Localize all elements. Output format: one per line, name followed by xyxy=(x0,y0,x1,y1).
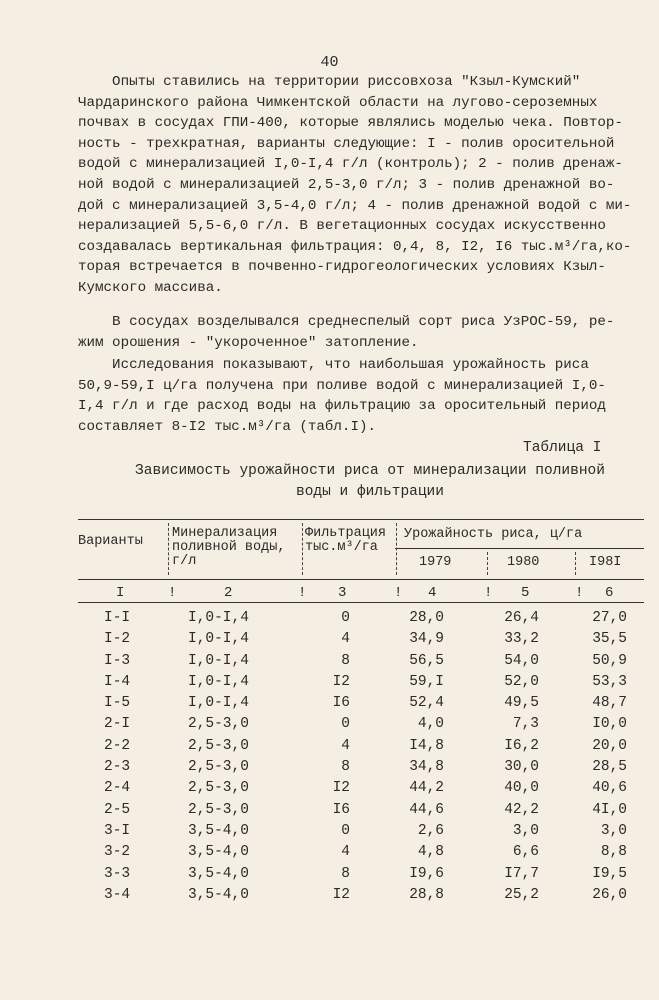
paragraph-rice-variety xyxy=(78,312,623,353)
cell-mineralization: 2,5-3,0 xyxy=(188,759,249,776)
cell-yield-1981: I9,5 xyxy=(592,865,627,882)
cell-variant: 2-I xyxy=(104,716,131,733)
cell-yield-1979: 4,0 xyxy=(417,716,444,733)
cell-variant: 3-4 xyxy=(104,886,131,903)
column-number-separator: ! xyxy=(168,585,177,601)
header-variants: Варианты xyxy=(78,534,143,549)
column-number: 2 xyxy=(224,585,233,601)
cell-yield-1980: 7,3 xyxy=(512,716,539,733)
table-row xyxy=(0,631,659,652)
cell-yield-1980: 42,2 xyxy=(504,801,539,818)
cell-filtration: 0 xyxy=(341,822,350,839)
cell-variant: 3-3 xyxy=(104,865,131,882)
cell-yield-1981: 20,0 xyxy=(592,737,627,754)
cell-yield-1979: 2,6 xyxy=(417,822,444,839)
column-separator xyxy=(168,523,169,575)
cell-yield-1979: I9,6 xyxy=(409,865,444,882)
table-rule-numbers-bottom xyxy=(78,602,644,603)
text-line: I,4 г/л и где расход воды на фильтрацию за оросительный период xyxy=(78,398,606,415)
cell-yield-1980: 52,0 xyxy=(504,673,539,690)
cell-yield-1979: 52,4 xyxy=(409,695,444,712)
table-row xyxy=(0,653,659,674)
table-row xyxy=(0,674,659,695)
text-line: Опыты ставились на территории риссовхоза "Кзыл-Кумский" xyxy=(78,74,581,90)
cell-variant: 3-2 xyxy=(104,844,131,861)
cell-mineralization: I,0-I,4 xyxy=(188,695,249,712)
cell-mineralization: 2,5-3,0 xyxy=(188,780,249,797)
cell-variant: 2-2 xyxy=(104,737,131,754)
cell-yield-1980: 6,6 xyxy=(512,844,539,861)
cell-yield-1980: I6,2 xyxy=(504,737,539,754)
cell-mineralization: 3,5-4,0 xyxy=(188,844,249,861)
table-row xyxy=(0,716,659,737)
cell-yield-1981: 8,8 xyxy=(600,844,627,861)
table-caption-line: Зависимость урожайности риса от минерализации поливной xyxy=(135,463,605,479)
cell-yield-1979: 4,8 xyxy=(417,844,444,861)
text-line: 50,9-59,I ц/га получена при поливе водой с минерализацией I,0- xyxy=(78,377,606,394)
cell-yield-1981: 3,0 xyxy=(600,822,627,839)
cell-filtration: I6 xyxy=(332,801,350,818)
cell-variant: 2-5 xyxy=(104,801,131,818)
cell-yield-1981: 4I,0 xyxy=(592,801,627,818)
cell-yield-1981: 35,5 xyxy=(592,631,627,648)
cell-yield-1981: 48,7 xyxy=(592,695,627,712)
table-row xyxy=(0,759,659,780)
cell-variant: 3-I xyxy=(104,822,131,839)
cell-filtration: I2 xyxy=(332,780,350,797)
table-caption-line: воды и фильтрации xyxy=(296,484,444,500)
cell-yield-1981: 26,0 xyxy=(592,886,627,903)
cell-yield-1979: 56,5 xyxy=(409,652,444,669)
text-line: составляет 8-I2 тыс.м³/га (табл.I). xyxy=(78,418,376,435)
cell-yield-1981: 28,5 xyxy=(592,759,627,776)
cell-yield-1980: 25,2 xyxy=(504,886,539,903)
text-line: ной водой с минерализацией 2,5-3,0 г/л; 3 - полив дренажной во- xyxy=(78,176,615,193)
column-number-separator: ! xyxy=(575,585,584,601)
text-line: В сосудах возделывался среднеспелый сорт риса УзРОС-59, ре- xyxy=(78,314,615,330)
column-number-separator: ! xyxy=(394,585,403,601)
cell-variant: I-2 xyxy=(104,631,131,648)
cell-filtration: 0 xyxy=(341,716,350,733)
cell-yield-1980: 33,2 xyxy=(504,631,539,648)
column-separator xyxy=(302,523,303,575)
header-year-1979: 1979 xyxy=(419,555,452,570)
cell-yield-1979: I4,8 xyxy=(409,737,444,754)
cell-yield-1980: 49,5 xyxy=(504,695,539,712)
cell-filtration: 0 xyxy=(341,610,350,626)
text-line: дой с минерализацией 3,5-4,0 г/л; 4 - полив дренажной водой с ми- xyxy=(78,197,632,214)
cell-yield-1981: 53,3 xyxy=(592,673,627,690)
header-mineralization: Минерализация поливной воды, г/л xyxy=(172,526,286,569)
cell-yield-1981: I0,0 xyxy=(592,716,627,733)
table-row xyxy=(0,802,659,823)
table-rule-top xyxy=(78,519,644,520)
cell-filtration: 4 xyxy=(341,737,350,754)
cell-filtration: 8 xyxy=(341,652,350,669)
cell-mineralization: I,0-I,4 xyxy=(188,673,249,690)
cell-filtration: I2 xyxy=(332,673,350,690)
text-line: жим орошения - "укороченное" затопление. xyxy=(78,334,419,351)
text-line: нерализацией 5,5-6,0 г/л. В вегетационных сосудах искусственно xyxy=(78,218,606,235)
cell-filtration: 8 xyxy=(341,759,350,776)
cell-yield-1980: 40,0 xyxy=(504,780,539,797)
cell-yield-1979: 44,6 xyxy=(409,801,444,818)
table-body xyxy=(0,610,659,908)
cell-filtration: 4 xyxy=(341,631,350,648)
table-row xyxy=(0,738,659,759)
table-row xyxy=(0,780,659,801)
table-row xyxy=(0,823,659,844)
cell-filtration: 4 xyxy=(341,844,350,861)
cell-yield-1981: 40,6 xyxy=(592,780,627,797)
cell-variant: I-5 xyxy=(104,695,131,712)
cell-variant: I-4 xyxy=(104,673,131,690)
table-row xyxy=(0,695,659,716)
table-label: Таблица I xyxy=(523,440,602,456)
table-row xyxy=(0,844,659,865)
paragraph-results xyxy=(78,355,623,437)
cell-variant: 2-3 xyxy=(104,759,131,776)
column-separator xyxy=(575,552,576,575)
column-separator xyxy=(396,523,397,575)
cell-yield-1980: 3,0 xyxy=(512,822,539,839)
cell-mineralization: 2,5-3,0 xyxy=(188,801,249,818)
column-separator xyxy=(487,552,488,575)
cell-yield-1979: 28,8 xyxy=(409,886,444,903)
cell-yield-1980: 26,4 xyxy=(504,610,539,626)
table-row xyxy=(0,887,659,908)
cell-variant: I-3 xyxy=(104,652,131,669)
cell-yield-1979: 44,2 xyxy=(409,780,444,797)
header-year-1980: 1980 xyxy=(507,555,540,570)
cell-variant: 2-4 xyxy=(104,780,131,797)
cell-mineralization: 3,5-4,0 xyxy=(188,886,249,903)
table-row xyxy=(0,866,659,887)
table-rule-years xyxy=(395,548,644,549)
column-number-separator: ! xyxy=(484,585,493,601)
text-line: создавалась вертикальная фильтрация: 0,4, 8, I2, I6 тыс.м³/га,ко- xyxy=(78,238,632,255)
text-line: Чардаринского района Чимкентской области на лугово-сероземных xyxy=(78,94,598,111)
cell-yield-1981: 50,9 xyxy=(592,652,627,669)
cell-mineralization: I,0-I,4 xyxy=(188,652,249,669)
cell-mineralization: I,0-I,4 xyxy=(188,631,249,648)
header-yield: Урожайность риса, ц/га xyxy=(404,527,583,542)
cell-yield-1980: 30,0 xyxy=(504,759,539,776)
column-number: 4 xyxy=(428,585,437,601)
cell-mineralization: 2,5-3,0 xyxy=(188,737,249,754)
header-filtration: Фильтрация тыс.м³/га xyxy=(305,526,387,555)
text-line: ность - трехкратная, варианты следующие: I - полив оросительной xyxy=(78,135,615,152)
cell-filtration: I2 xyxy=(332,886,350,903)
cell-mineralization: 2,5-3,0 xyxy=(188,716,249,733)
cell-yield-1979: 34,8 xyxy=(409,759,444,776)
cell-yield-1979: 34,9 xyxy=(409,631,444,648)
page-number: 40 xyxy=(320,54,339,71)
text-line: Исследования показывают, что наибольшая урожайность риса xyxy=(78,357,589,373)
text-line: почвах в сосудах ГПИ-400, которые являлись моделью чека. Повтор- xyxy=(78,115,623,132)
cell-mineralization: I,0-I,4 xyxy=(188,610,249,626)
cell-yield-1981: 27,0 xyxy=(592,610,627,626)
cell-yield-1979: 59,I xyxy=(409,673,444,690)
cell-yield-1980: 54,0 xyxy=(504,652,539,669)
cell-mineralization: 3,5-4,0 xyxy=(188,822,249,839)
cell-mineralization: 3,5-4,0 xyxy=(188,865,249,882)
table-rule-header-bottom xyxy=(78,579,644,580)
header-year-1981: I98I xyxy=(589,555,622,570)
column-number: 5 xyxy=(521,585,530,601)
column-number: I xyxy=(116,585,125,601)
cell-variant: I-I xyxy=(104,610,131,626)
column-number: 6 xyxy=(605,585,614,601)
cell-yield-1979: 28,0 xyxy=(409,610,444,626)
table-row xyxy=(0,610,659,631)
text-line: водой с минерализацией I,0-I,4 г/л (контроль); 2 - полив дренаж- xyxy=(78,156,623,173)
paragraph-experiment-setup xyxy=(78,72,632,299)
column-number: 3 xyxy=(338,585,347,601)
cell-filtration: I6 xyxy=(332,695,350,712)
cell-yield-1980: I7,7 xyxy=(504,865,539,882)
cell-filtration: 8 xyxy=(341,865,350,882)
text-line: торая встречается в почвенно-гидрогеологических условиях Кзыл- xyxy=(78,259,606,276)
text-line: Кумского массива. xyxy=(78,279,223,296)
column-number-separator: ! xyxy=(298,585,307,601)
